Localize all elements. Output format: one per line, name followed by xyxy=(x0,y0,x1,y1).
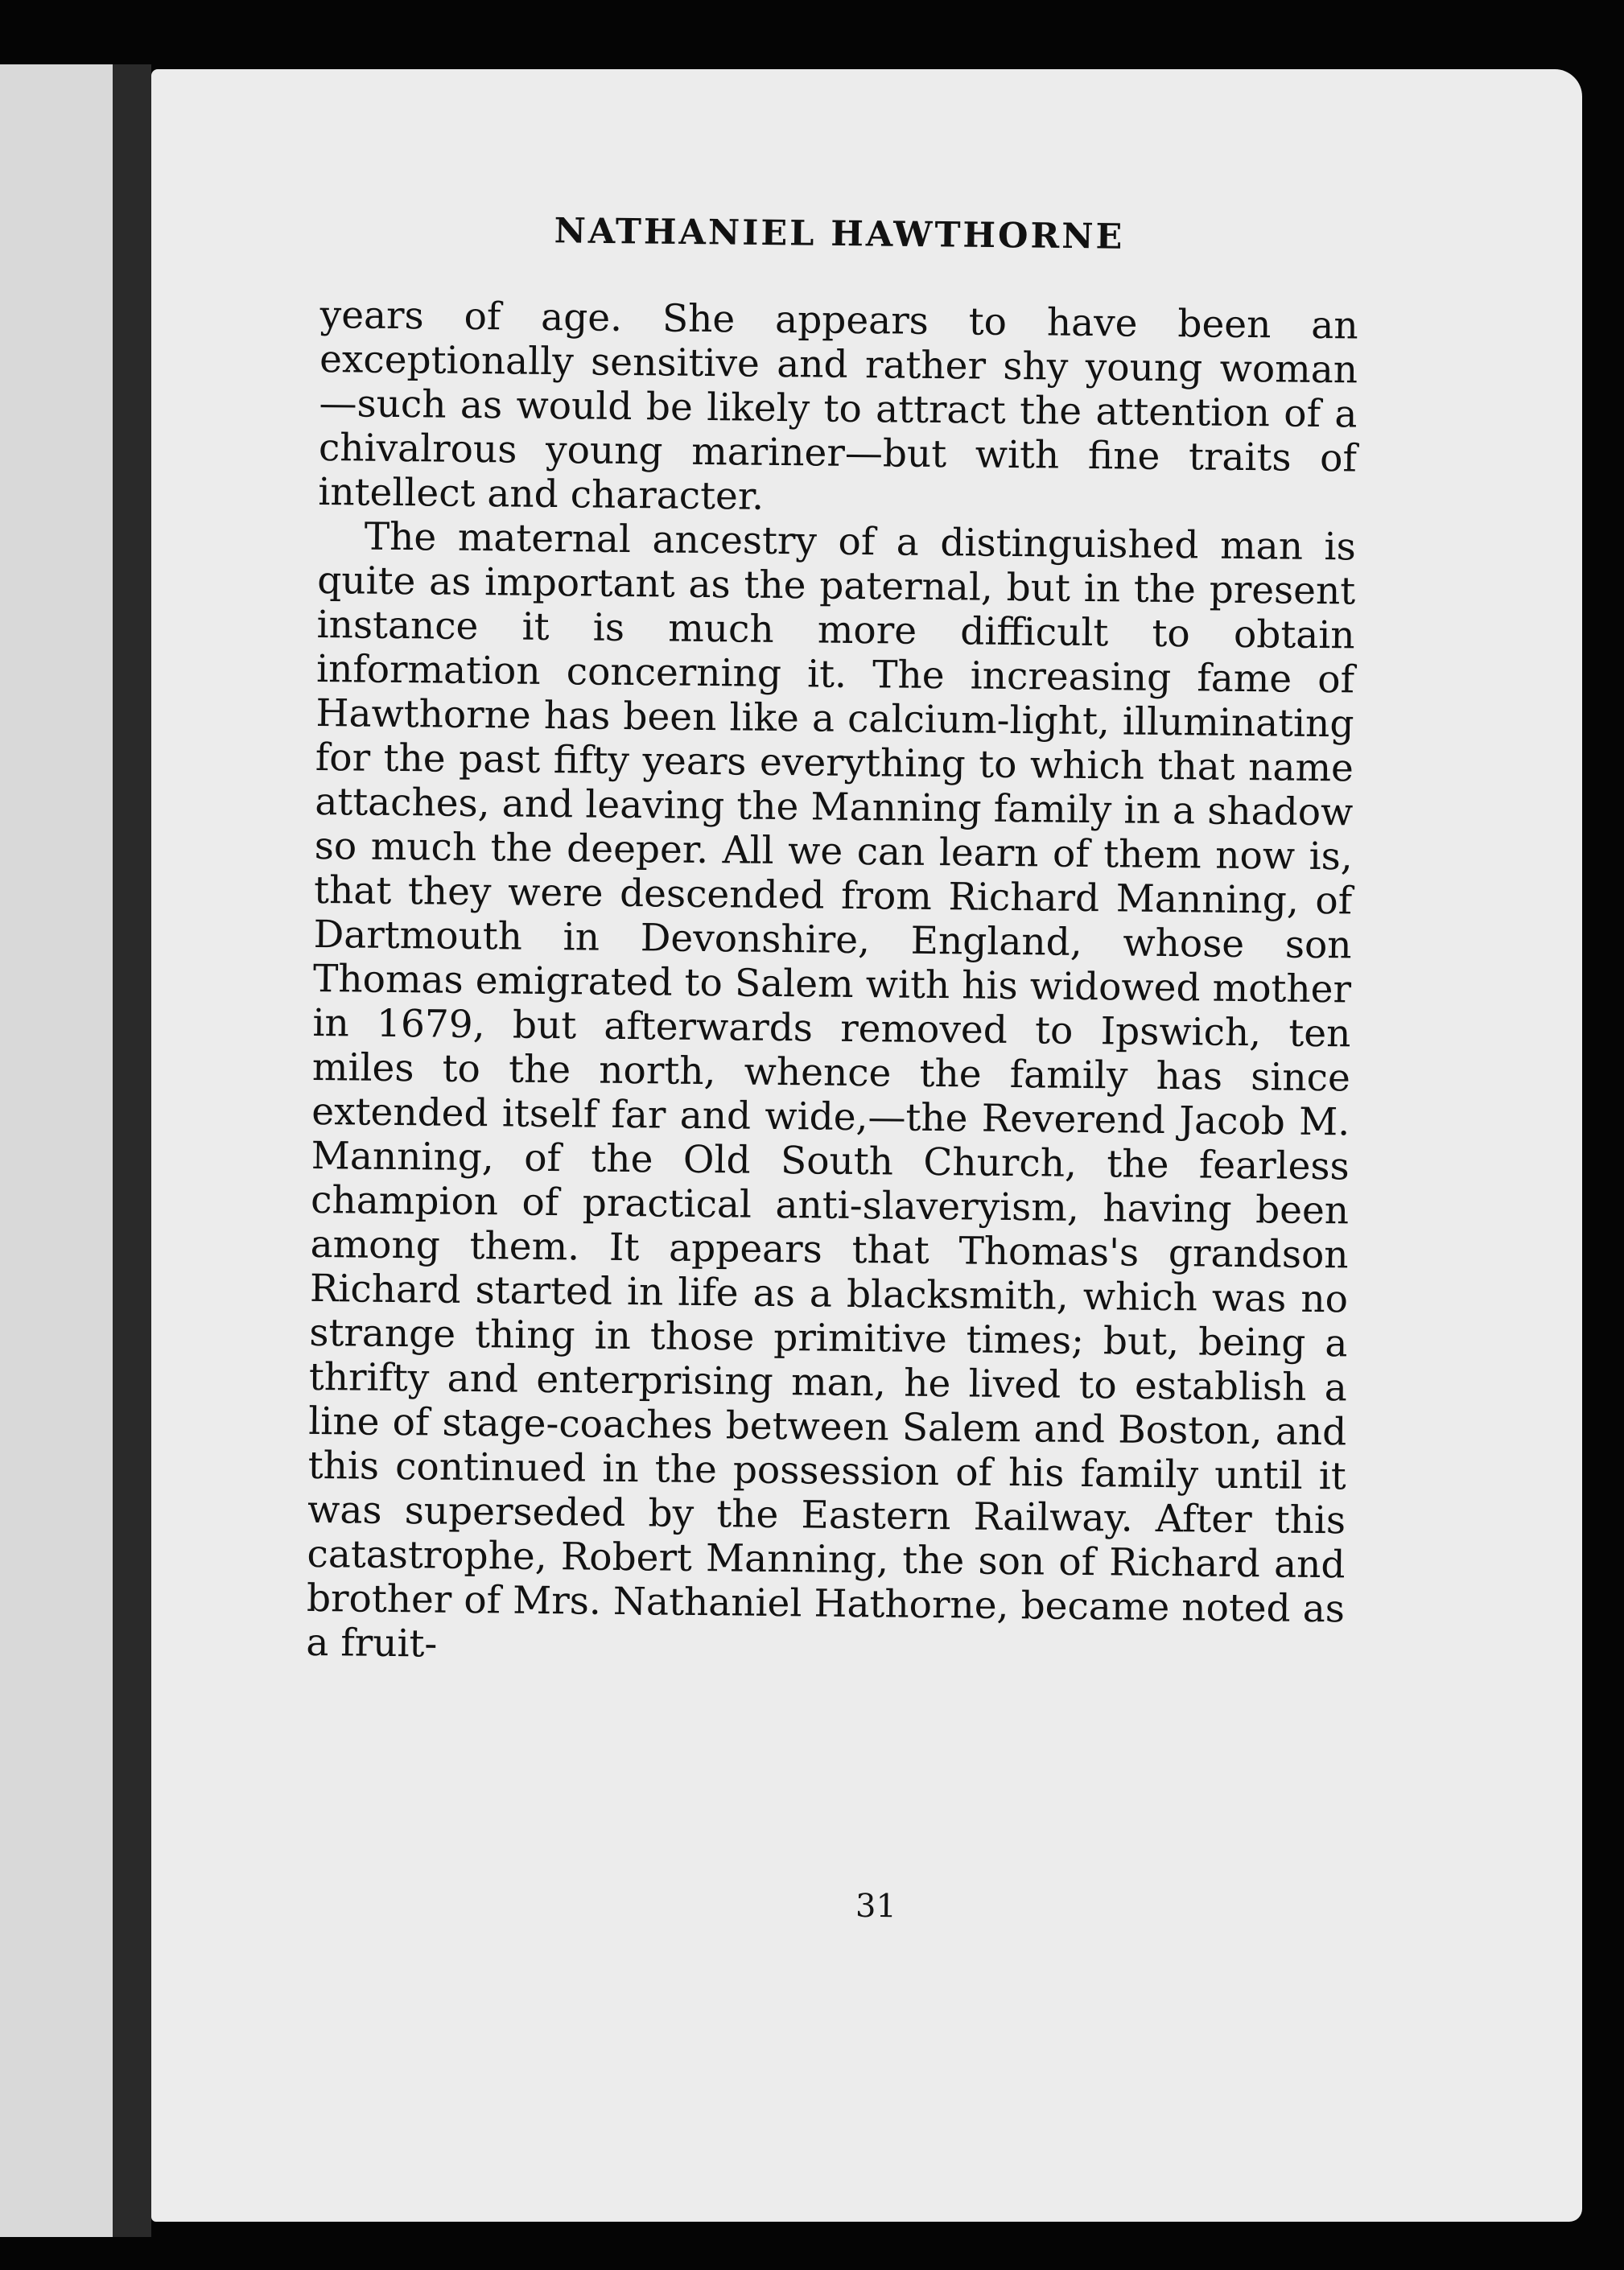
paragraph-1: years of age. She appears to have been an exceptionally sensitive and rather shy young woman—such as would be likely to attract the attention of a chivalrous young mariner—but with fine traits of intellect and character. xyxy=(318,293,1358,519)
running-header: NATHANIEL HAWTHORNE xyxy=(554,211,1125,257)
book-page xyxy=(151,69,1582,2222)
adjacent-page-edge xyxy=(0,64,121,2237)
paragraph-2: The maternal ancestry of a distinguished man is quite as important as the paternal, but in the present instance it is much more difficult to obtain information concerning it. The increasing fame of Hawthorne has been like a calcium-light, illuminating for the past fifty years everything to which that name attaches, and leaving the Manning family in a shadow so much the deeper. All we can learn of them now is, that they were descended from Richard Manning, of Dartmouth in Devonshire, England, whose son Thomas emigrated to Salem with his widowed mother in 1679, but afterwards removed to Ipswich, ten miles to the north, whence the family has since extended itself far and wide,—the Reverend Jacob M. Manning, of the Old South Church, the fearless champion of practical anti-slaveryism, having been among them. It appears that Thomas's grandson Richard started in life as a blacksmith, which was no strange thing in those primitive times; but, being a thrifty and enterprising man, he lived to establish a line of stage-coaches between Salem and Boston, and this continued in the possession of his family until it was superseded by the Eastern Railway. After this catastrophe, Robert Manning, the son of Richard and brother of Mrs. Nathaniel Hathorne, became noted as a fruit- xyxy=(306,514,1357,1666)
page-content xyxy=(306,211,1358,1666)
page-gutter-shadow xyxy=(113,64,151,2237)
page-body-text xyxy=(306,293,1358,1675)
page-number: 31 xyxy=(855,1887,897,1926)
